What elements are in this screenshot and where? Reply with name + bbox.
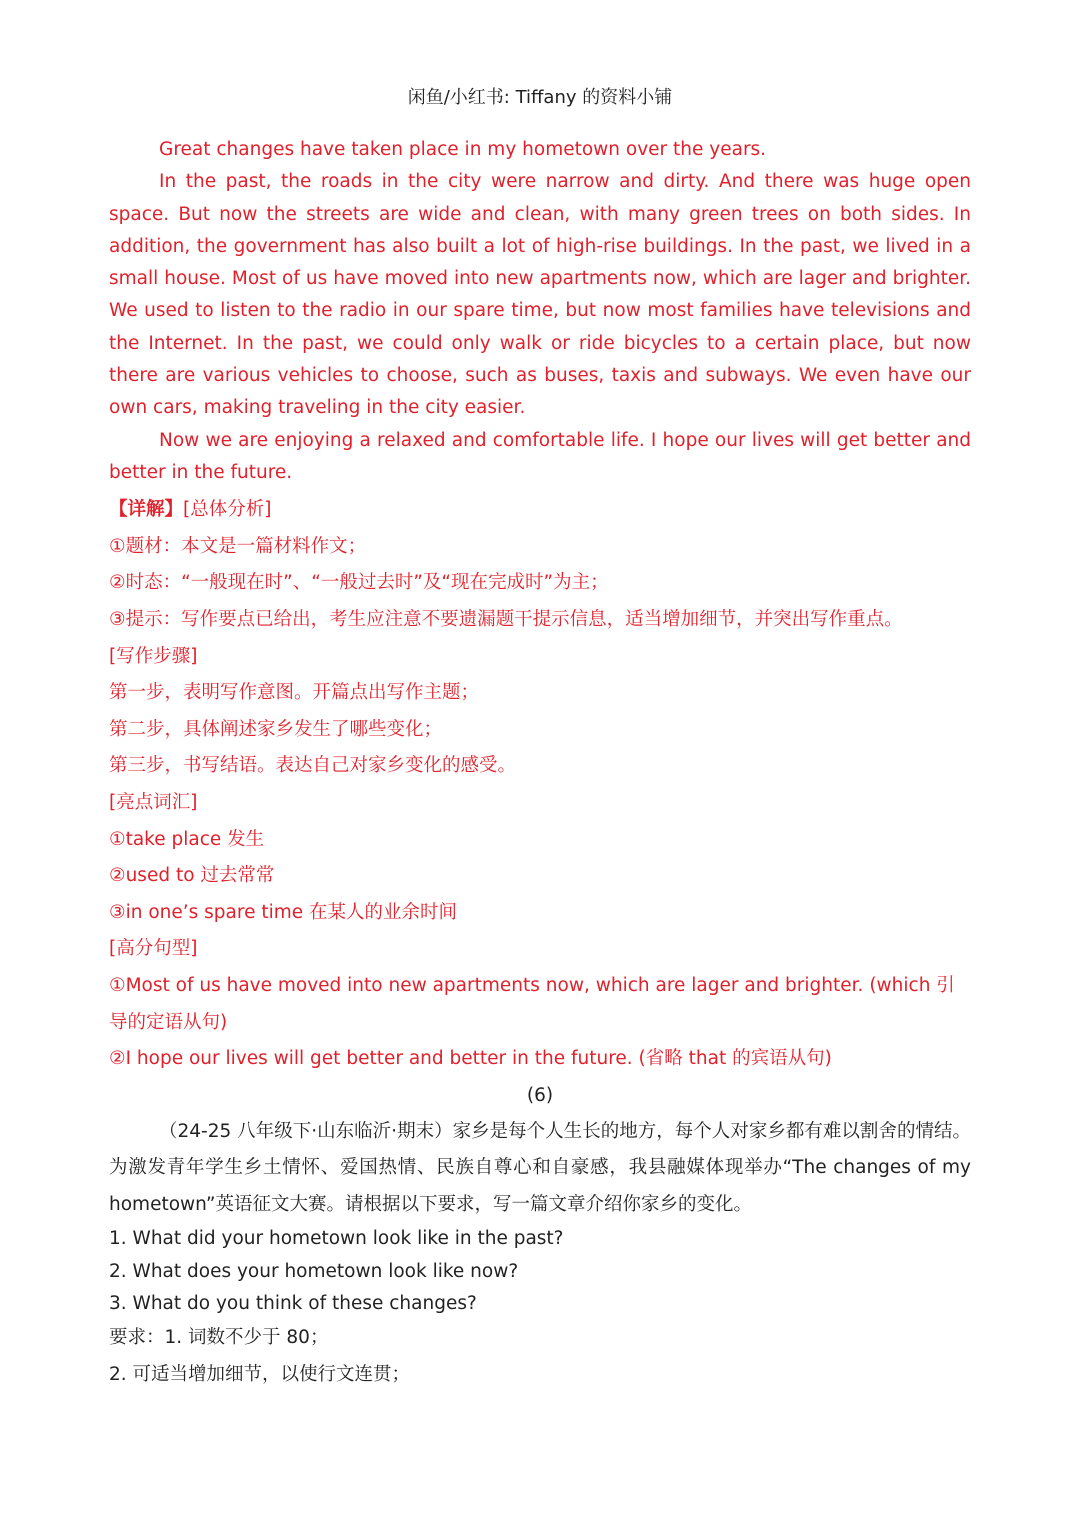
vocab-item: ①take place 发生 [109, 828, 265, 850]
task-intro: （24-25 八年级下·山东临沂·期末）家乡是每个人生长的地方，每个人对家乡都有难以割舍的情结。为激发青年学生乡土情怀、爱国热情、民族自尊心和自豪感，我县融媒体现举办“The changes of my hometown”英语征文大赛。请根据以下要求，写一篇文章介绍你家乡的变化。 [109, 1120, 971, 1215]
task-question: 3. What do you think of these changes? [109, 1292, 477, 1314]
essay-paragraph: In the past, the roads in the city were narrow and dirty. And there was huge open space. But now the streets are wide and clean, with many green trees on both sides. In addition, the government has also built a lot of high-rise buildings. In the past, we lived in a small house. Most of us have moved into new apartments now, which are lager and brighter. We used to listen to the radio in our spare time, but now most families have televisions and the Internet. In the past, we could only walk or ride bicycles to a certain place, but now there are various vehicles to choose, such as buses, taxis and subways. We even have our own cars, making traveling in the city easier. [109, 171, 971, 419]
essay-paragraph: Great changes have taken place in my hometown over the years. [159, 139, 767, 160]
vocab-label: [亮点词汇] [109, 792, 198, 814]
overall-item: ②时态：“一般现在时”、“一般过去时”及“现在完成时”为主； [109, 572, 609, 594]
step-item: 第一步，表明写作意图。开篇点出写作主题； [109, 682, 480, 704]
task-requirement: 2. 可适当增加细节，以使行文连贯； [109, 1363, 411, 1385]
step-item: 第三步，书写结语。表达自己对家乡变化的感受。 [109, 755, 517, 777]
page-header: 闲鱼/小红书: Tiffany 的资料小铺 [407, 87, 673, 108]
analysis-heading [109, 492, 971, 529]
overall-item: ①题材：本文是一篇材料作文； [109, 535, 367, 557]
task-question: 1. What did your hometown look like in the past? [109, 1228, 564, 1250]
model-essay [109, 134, 971, 489]
detail-label: 【详解】 [109, 499, 184, 521]
question-number: (6) [526, 1084, 554, 1106]
step-item: 第二步，具体阐述家乡发生了哪些变化； [109, 718, 443, 740]
vocab-item: ②used to 过去常常 [109, 865, 275, 887]
overall-label: [总体分析] [183, 499, 272, 521]
writing-task [109, 1114, 971, 1393]
task-question: 2. What does your hometown look like now? [109, 1260, 519, 1282]
sentence-item: ②I hope our lives will get better and better in the future. (省略 that 的宾语从句) [109, 1048, 832, 1070]
vocab-item: ③in one’s spare time 在某人的业余时间 [109, 901, 458, 923]
analysis-section [109, 492, 971, 1078]
task-requirement: 要求：1. 词数不少于 80； [109, 1327, 329, 1349]
overall-item: ③提示：写作要点已给出，考生应注意不要遗漏题干提示信息，适当增加细节，并突出写作重点。 [109, 609, 903, 631]
sentences-label: [高分句型] [109, 938, 198, 960]
essay-paragraph: Now we are enjoying a relaxed and comfortable life. I hope our lives will get better and better in the future. [109, 429, 971, 483]
page-content [109, 134, 971, 1393]
steps-label: [写作步骤] [109, 645, 198, 667]
sentence-item: ①Most of us have moved into new apartments now, which are lager and brighter. (which 引导的定语从句) [109, 974, 955, 1033]
